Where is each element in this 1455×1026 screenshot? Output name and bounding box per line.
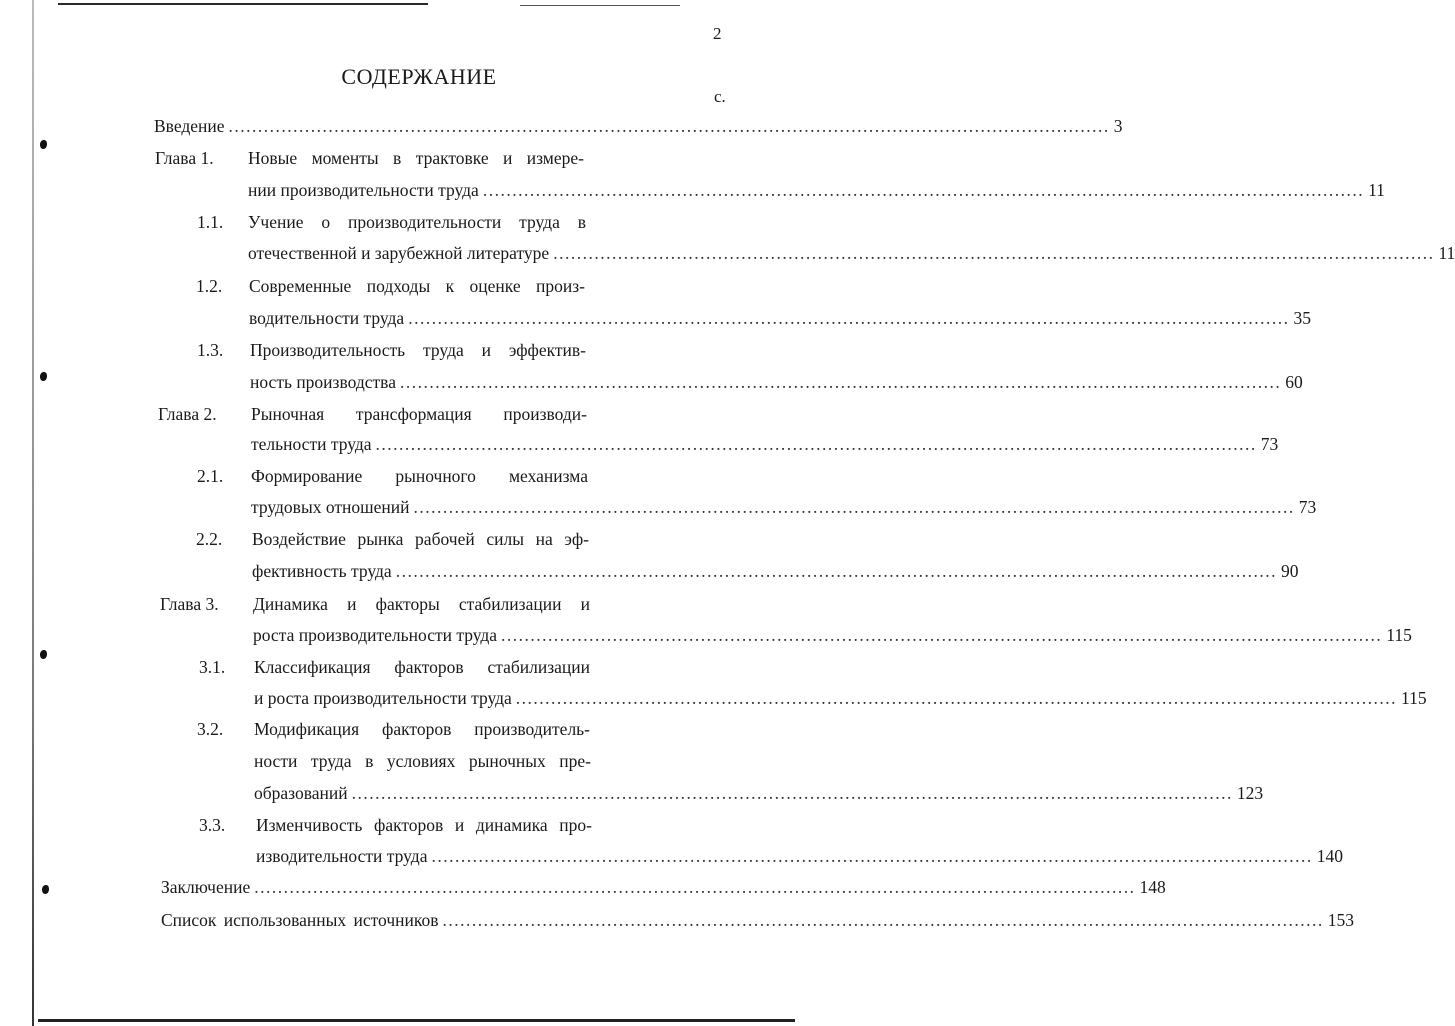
toc-entry-chapter-1[interactable] xyxy=(248,180,1385,201)
dot-leader: ...................................................................................................................................................... xyxy=(375,434,1257,454)
scan-left-edge xyxy=(32,0,34,1026)
toc-entry-title-line2: изводительности труда xyxy=(256,846,428,866)
toc-page-number: 115 xyxy=(1401,688,1427,708)
toc-entry-section-3-3[interactable] xyxy=(256,846,1343,867)
toc-entry-section-2-1[interactable] xyxy=(251,497,1317,518)
dot-leader: ...................................................................................................................................................... xyxy=(442,910,1324,930)
toc-entry-title-line2: нии производительности труда xyxy=(248,180,479,200)
scan-top-rule-secondary xyxy=(520,5,680,6)
toc-entry-title-line2: водительности труда xyxy=(249,308,405,328)
dot-leader: ...................................................................................................................................................... xyxy=(482,180,1365,200)
toc-entry-title-line1[interactable]: Производительность труда и эффектив- xyxy=(250,340,586,360)
toc-entry-section-3-2[interactable] xyxy=(254,783,1264,804)
binder-hole-mark xyxy=(40,372,47,381)
toc-entry-title-line1[interactable]: Рыночная трансформация производи- xyxy=(251,404,587,424)
toc-entry-title-line1[interactable]: Модификация факторов производитель- xyxy=(254,719,590,739)
toc-section-number: 2.1. xyxy=(197,466,224,486)
toc-section-number: 2.2. xyxy=(196,529,223,549)
toc-page-number: 11 xyxy=(1368,180,1385,200)
toc-entry-title-line1b[interactable]: ности труда в условиях рыночных пре- xyxy=(254,751,591,771)
dot-leader: ...................................................................................................................................................... xyxy=(501,625,1383,645)
toc-page-number: 148 xyxy=(1139,877,1166,897)
toc-chapter-number: Глава 3. xyxy=(160,594,219,614)
toc-entry-title-line1[interactable]: Новые моменты в трактовке и измере- xyxy=(248,148,584,168)
toc-entry-title-line1[interactable]: Динамика и факторы стабилизации и xyxy=(253,594,590,614)
toc-section-number: 1.3. xyxy=(197,340,224,360)
toc-entry-references[interactable] xyxy=(161,910,1355,931)
toc-chapter-number: Глава 2. xyxy=(158,404,217,424)
scan-bottom-rule xyxy=(38,1019,795,1022)
toc-entry-title-line1[interactable]: Формирование рыночного механизма xyxy=(251,466,588,486)
toc-entry-title-line1[interactable]: Учение о производительности труда в xyxy=(248,212,586,232)
toc-page-number: 60 xyxy=(1285,372,1303,392)
dot-leader: ...................................................................................................................................................... xyxy=(413,497,1295,517)
dot-leader: ...................................................................................................................................................... xyxy=(553,243,1435,263)
toc-entry-title-line2: тельности труда xyxy=(251,434,372,454)
toc-page-number: 140 xyxy=(1316,846,1343,866)
toc-page-number: 90 xyxy=(1280,561,1299,581)
dot-leader: ...................................................................................................................................................... xyxy=(228,116,1110,136)
toc-entry-title-line2: роста производительности труда xyxy=(253,625,498,645)
toc-entry-title-line2: и роста производительности труда xyxy=(254,688,512,708)
toc-entry-title-line2: фективность труда xyxy=(252,561,392,581)
toc-page-number: 123 xyxy=(1236,783,1264,803)
toc-entry-section-1-1[interactable] xyxy=(248,243,1455,264)
toc-entry-section-1-2[interactable] xyxy=(249,308,1311,329)
toc-page-number: 73 xyxy=(1260,434,1279,454)
toc-section-number: 3.2. xyxy=(197,719,224,739)
toc-entry-section-3-1[interactable] xyxy=(254,688,1427,709)
toc-entry-title-line2: ность производства xyxy=(250,372,396,392)
toc-page-number: 11 xyxy=(1438,243,1455,263)
toc-entry-title-line1[interactable]: Классификация факторов стабилизации xyxy=(254,657,590,677)
toc-page-number: 153 xyxy=(1327,910,1355,930)
toc-section-number: 1.2. xyxy=(196,276,223,296)
toc-page-number: 35 xyxy=(1293,308,1311,328)
dot-leader: ...................................................................................................................................................... xyxy=(431,846,1313,866)
toc-entry-section-2-2[interactable] xyxy=(252,561,1299,582)
page-title: СОДЕРЖАНИЕ xyxy=(341,64,497,89)
toc-section-number: 3.3. xyxy=(199,815,226,835)
toc-entry-title-line1[interactable]: Воздействие рынка рабочей силы на эф- xyxy=(252,529,589,549)
toc-entry-label: Введение xyxy=(154,116,225,136)
dot-leader: ...................................................................................................................................................... xyxy=(395,561,1277,581)
toc-page-number: 3 xyxy=(1113,116,1123,136)
toc-entry-section-1-3[interactable] xyxy=(250,372,1303,393)
toc-page-number: 73 xyxy=(1298,497,1317,517)
binder-hole-mark xyxy=(40,650,47,659)
toc-section-number: 1.1. xyxy=(197,212,224,232)
toc-entry-introduction[interactable] xyxy=(154,116,1123,137)
toc-section-number: 3.1. xyxy=(199,657,226,677)
toc-entry-label: Заключение xyxy=(161,877,251,897)
toc-entry-label: Список использованных источников xyxy=(161,910,439,930)
toc-entry-title-line2: трудовых отношений xyxy=(251,497,410,517)
dot-leader: ...................................................................................................................................................... xyxy=(515,688,1398,708)
dot-leader: ...................................................................................................................................................... xyxy=(351,783,1233,803)
toc-entry-conclusion[interactable] xyxy=(161,877,1166,898)
dot-leader: ...................................................................................................................................................... xyxy=(254,877,1136,897)
page-column-header: с. xyxy=(714,87,726,106)
binder-hole-mark xyxy=(40,140,47,149)
toc-entry-title-line2: отечественной и зарубежной литературе xyxy=(248,243,550,263)
toc-entry-title-line1[interactable]: Изменчивость факторов и динамика про- xyxy=(256,815,592,835)
dot-leader: ...................................................................................................................................................... xyxy=(399,372,1282,392)
toc-page-number: 115 xyxy=(1386,625,1412,645)
dot-leader: ...................................................................................................................................................... xyxy=(408,308,1290,328)
binder-hole-mark xyxy=(42,885,49,894)
page-number: 2 xyxy=(713,24,722,43)
scan-top-rule xyxy=(58,3,428,5)
toc-entry-title-line2: образований xyxy=(254,783,348,803)
toc-entry-chapter-2[interactable] xyxy=(251,434,1279,455)
toc-entry-title-line1[interactable]: Современные подходы к оценке произ- xyxy=(249,276,585,296)
toc-entry-chapter-3[interactable] xyxy=(253,625,1412,646)
toc-chapter-number: Глава 1. xyxy=(155,148,214,168)
